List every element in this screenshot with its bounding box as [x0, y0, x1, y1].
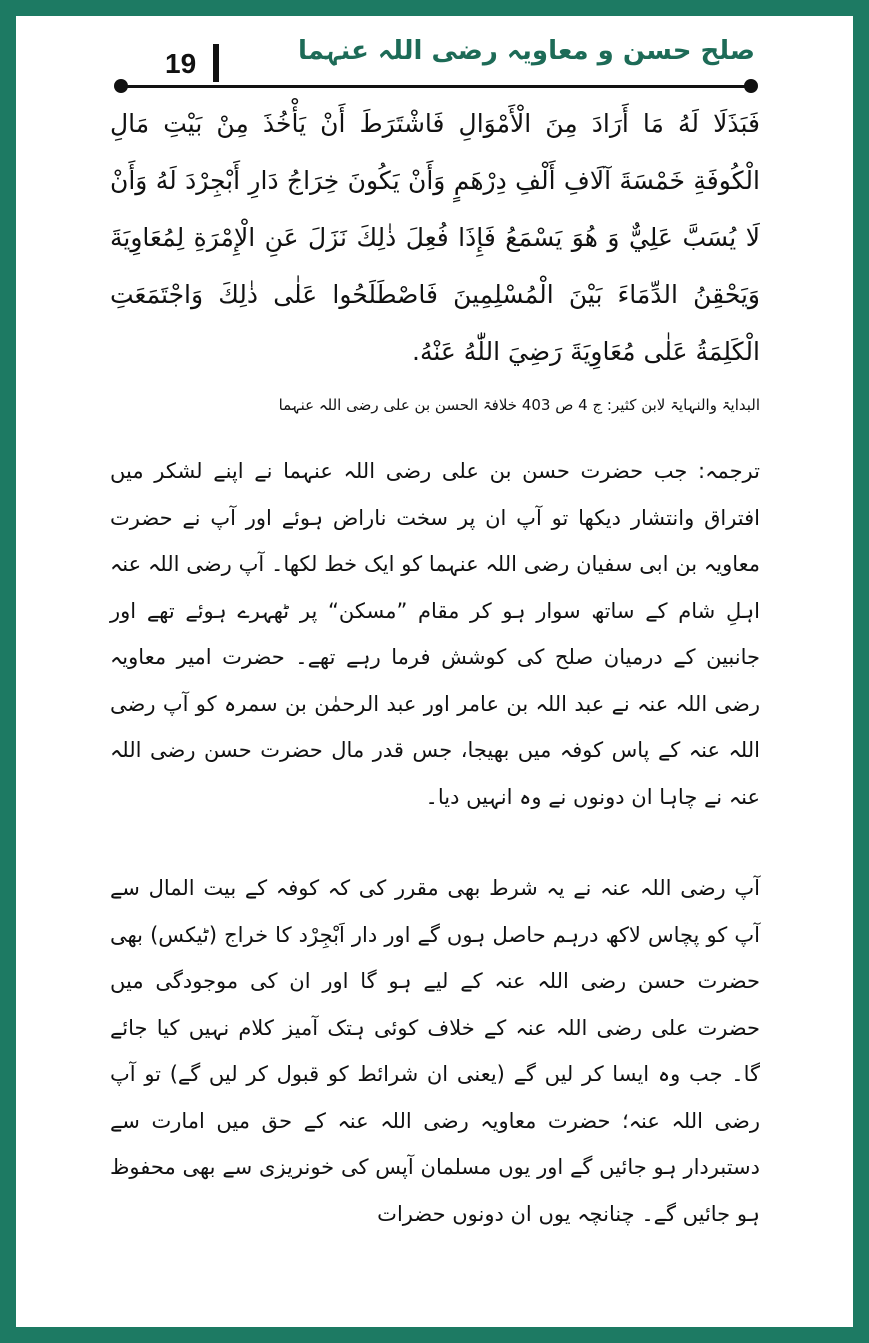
book-title: صلح حسن و معاویہ رضی اللہ عنہما	[298, 36, 755, 66]
header-rule	[120, 85, 750, 88]
translation-paragraph-2: آپ رضی اللہ عنہ نے یہ شرط بھی مقرر کی کہ کوفہ کے بیت المال سے آپ کو پچاس لاکھ درہم حاصل ہوں گے اور دار اَبْجِرْد کا خراج (ٹیکس) بھی حضرت حسن رضی اللہ عنہ کے لیے ہو گا اور ان کی موجودگی میں حضرت علی رضی اللہ عنہ کے خلاف کوئی ہتک آمیز کلام نہیں کیا جائے گا۔ جب وہ ایسا کر لیں گے (یعنی ان شرائط کو قبول کر لیں گے) تو آپ رضی اللہ عنہ؛ حضرت معاویہ رضی اللہ عنہ کے حق میں امارت سے دستبردار ہو جائیں گے اور یوں مسلمان آپس کی خونریزی سے بھی محفوظ ہو جائیں گے۔ چنانچہ یوں ان دونوں حضرات	[110, 876, 760, 1226]
page-number: 19	[165, 48, 197, 79]
source-reference: البدایۃ والنہایۃ لابن کثیر: ج 4 ص 403 خلافۃ الحسن بن علی رضی اللہ عنہما	[278, 396, 760, 414]
rule-left-dot	[114, 79, 128, 93]
header-divider	[213, 44, 219, 82]
arabic-quote: فَبَذَلَا لَهُ مَا أَرَادَ مِنَ الْأَمْوَالِ فَاشْتَرَطَ أَنْ يَأْخُذَ مِنْ بَيْتِ مَالِ الْكُوفَةِ خَمْسَةَ آلَافِ أَلْفِ دِرْهَمٍ وَأَنْ يَكُونَ خِرَاجُ دَارِ أَبْجِرْدَ لَهُ وَأَنْ لَا يُسَبَّ عَلِيٌّ وَ هُوَ يَسْمَعُ فَإِذَا فُعِلَ ذٰلِكَ نَزَلَ عَنِ الْإِمْرَةِ لِمُعَاوِيَةَ وَيَحْقِنُ الدِّمَاءَ بَيْنَ الْمُسْلِمِينَ فَاصْطَلَحُوا عَلٰى ذٰلِكَ وَاجْتَمَعَتِ الْكَلِمَةُ عَلٰى مُعَاوِيَةَ رَضِيَ اللّٰهُ عَنْهُ.	[110, 109, 760, 366]
page-header	[115, 30, 755, 90]
translation-paragraph-1: ترجمہ: جب حضرت حسن بن علی رضی اللہ عنہما نے اپنے لشکر میں افتراق وانتشار دیکھا تو آپ ان پر سخت ناراض ہوئے اور آپ نے حضرت معاویہ بن ابی سفیان رضی اللہ عنہما کو ایک خط لکھا۔ آپ رضی اللہ عنہ اہلِ شام کے ساتھ سوار ہو کر مقام ”مسکن“ پر ٹھہرے ہوئے تھے اور جانبین کے درمیان صلح کی کوشش فرما رہے تھے۔ حضرت امیر معاویہ رضی اللہ عنہ نے عبد اللہ بن عامر اور عبد الرحمٰن بن سمرہ کو آپ رضی اللہ عنہ کے پاس کوفہ میں بھیجا، جس قدر مال حضرت حسن رضی اللہ عنہ نے چاہا ان دونوں نے وہ انہیں دیا۔	[110, 459, 760, 809]
rule-right-dot	[744, 79, 758, 93]
